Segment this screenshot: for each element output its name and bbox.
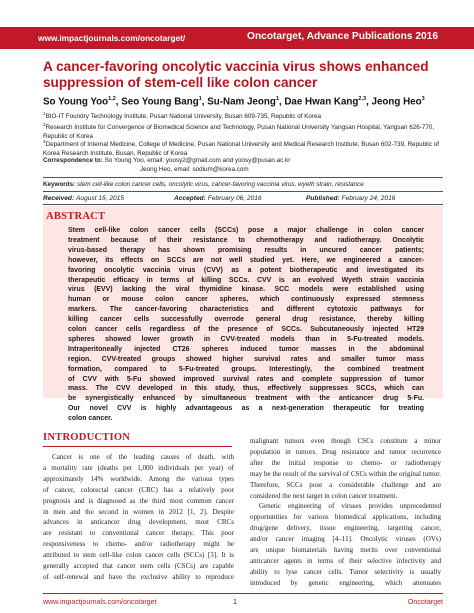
author-separator: , — [115, 96, 122, 108]
paragraph-line: Genetic engineering of viruses provides unprecedented — [259, 502, 441, 511]
abstract-line: Stem cell-like colon cancer cells (SCCs) pose a major challenge in colon cancer — [68, 227, 424, 234]
abstract-line: however, its effects on SCCs are not well studied yet. Here, we engineered a cancer- — [68, 256, 424, 264]
affiliation-number: 2 — [43, 122, 46, 127]
author-affiliation-mark: 3 — [421, 96, 425, 102]
paragraph-line: Therefore, SCCs pose a considerable challenge and are — [250, 480, 441, 489]
abstract-line: virus (EVV) lacking the viral thymidine kinase. SCC models were established using — [68, 286, 424, 294]
author-separator: , — [278, 96, 285, 108]
article-title: A cancer-favoring oncolytic vaccinia virus shows enhanced suppression of stem-cell like colon cancer — [43, 59, 429, 90]
author-affiliation-mark: 1,2 — [108, 96, 116, 102]
journal-url[interactable]: www.impactjournals.com/oncotarget/ — [38, 33, 186, 43]
paragraph-line: opportunities for various biomedical applications, including — [250, 513, 441, 522]
affiliation-number: 1 — [43, 111, 46, 116]
accepted-label: Accepted: — [174, 195, 206, 202]
affiliation-text: BIO-IT Foundry Technology Institute, Pusan National University, Busan 609-735, Republic of Korea — [45, 113, 322, 121]
author-separator: , — [201, 96, 208, 108]
affiliation-number: 3 — [43, 139, 46, 144]
published-label: Published: — [306, 195, 340, 202]
paragraph-line: advances in anticancer drug development, most CRCs — [43, 518, 234, 527]
paragraph-line: responsiveness to chemo- and/or radiotherapy might be — [43, 540, 234, 549]
accepted-value: February 06, 2016 — [207, 195, 262, 202]
paragraph-line: population in tumors. Drug resistance and tumor recurrence — [250, 447, 441, 456]
introduction-heading: INTRODUCTION — [43, 432, 131, 443]
paragraph-line: introduced by genetic engineering, which attenuates — [250, 578, 441, 587]
author-affiliation-mark: 1 — [198, 96, 202, 102]
journal-header-bar — [0, 27, 474, 49]
keywords — [43, 181, 443, 188]
abstract-line: killing cancer cells successfully overrode general drug resistance, thereby killing — [68, 316, 424, 324]
abstract-line: mass. The CVV developed in this study, thus, effectively suppresses SCCs, which can — [68, 385, 424, 393]
abstract-line: treatment because of their resistance to chemotherapy and radiotherapy. Oncolytic — [68, 236, 424, 244]
abstract-line: colon cancer. — [68, 415, 113, 423]
abstract-line: human or mouse colon cancer spheres, which continuously expressed stemness — [68, 296, 424, 304]
paragraph-line: prognosis and is diagnosed as the third most common cancer — [43, 496, 234, 505]
paragraph-line: generally accepted that cancer stem cells (CSCs) are capable — [43, 562, 234, 570]
abstract-line: therapeutic efficacy in terms of killing SCCs. CVV is an evolved Wyeth strain vaccinia — [68, 276, 424, 284]
paragraph-line: in men and the second in women in 2012 [1, 2]. Despite — [43, 507, 234, 516]
paragraph-line: ability to lyse cancer cells. Tumor selectivity is usually — [250, 567, 441, 576]
author-affiliation-mark: 1 — [275, 96, 279, 102]
correspondence-label: Correspondence to: — [43, 157, 103, 164]
received-date — [43, 195, 124, 202]
paragraph-line: are unique biomaterials having merits over conventional — [250, 546, 441, 554]
correspondence — [43, 157, 443, 174]
abstract-heading: ABSTRACT — [46, 211, 106, 222]
abstract-line: spheres showed lower growth in CVV-treated models than in 5-Fu-treated models. — [68, 335, 424, 343]
abstract-line: of CVV with 5-Fu showed improved survival rates and complete suppression of tumor — [68, 375, 424, 383]
correspondence-line[interactable]: So Young Yoo, email: yoosy2@gmail.com and yoosy@pusan.ac.kr — [104, 157, 291, 164]
divider — [43, 177, 443, 178]
author-name: Dae Hwan Kang — [284, 96, 359, 108]
paragraph-line: of self-renewal and have the exclusive ability to reproduce — [43, 572, 234, 581]
author-name: So Young Yoo — [43, 96, 109, 108]
paragraph-line: considered the next target in colon cancer treatment. — [250, 491, 398, 500]
journal-issue-label: Oncotarget, Advance Publications 2016 — [247, 31, 438, 42]
paragraph-line: drug/gene delivery, tissue engineering, targeting cancer, — [250, 524, 441, 533]
paragraph-line: anticancer agents in terms of their selective infectivity and — [250, 556, 441, 565]
author-affiliation-mark: 2,3 — [358, 96, 367, 102]
paragraph-line: Cancer is one of the leading causes of death, with — [52, 453, 234, 461]
received-value: August 15, 2015 — [76, 195, 125, 202]
paragraph-line: are resistant to conventional cancer therapy. This poor — [43, 529, 234, 538]
published-value: February 24, 2016 — [341, 195, 396, 202]
abstract-line: Intraperitoneally injected CT26 spheres induced tumor masses in the abdominal — [68, 345, 424, 353]
paragraph-line: and/or cancer imaging [4–11]. Oncolytic viruses (OVs) — [250, 535, 441, 544]
keywords-label: Keywords: — [43, 181, 76, 188]
paragraph-line: of cancer, colorectal cancer (CRC) has a relatively poor — [43, 485, 234, 494]
affiliation-text: Research Institute for Convergence of Biomedical Science and Technology, Pusan National University Yangsan Hospital, Yangsan 626-770, Republic of Korea — [43, 124, 435, 140]
keywords-text: stem cell-like colon cancer cells, oncolytic virus, cancer-favoring vaccinia virus, wyeth strain, resistance — [76, 181, 364, 188]
received-label: Received: — [43, 195, 75, 202]
abstract-line: colon cancer cells regardless of the presence of SCCs. Subcutaneously injected HT29 — [68, 326, 424, 333]
paragraph-line: malignant tumors even though CSCs constitute a minor — [250, 437, 441, 445]
correspondence-line[interactable]: Jeong Heo, email: sodium@korea.com — [140, 165, 249, 173]
section-underline — [43, 446, 232, 447]
paragraph-line: approximately 14% worldwide. Among the various types — [43, 474, 234, 483]
abstract-line: formation, compared to 5-Fu-treated groups. Interestingly, the combined treatment — [68, 365, 424, 373]
author-separator: , — [366, 96, 372, 108]
abstract-line: virus-based therapy has shown promising results in uncured cancer patients; — [68, 246, 424, 254]
abstract-line: favoring oncolytic vaccinia virus (CVV) as a potent biotherapeutic and investigated its — [68, 266, 424, 274]
affiliation — [43, 138, 443, 159]
footer-divider — [43, 593, 443, 594]
abstract-line: be synergistically enhanced by simultaneous treatment with the anticancer drug 5-Fu. — [68, 395, 424, 403]
page-number: 1 — [233, 598, 237, 606]
footer-journal: Oncotarget — [407, 598, 443, 606]
paragraph-line: may be the result of the survival of CSCs within the original tumor. — [250, 469, 441, 478]
published-date — [306, 195, 395, 202]
affiliation-text: Department of Internal Medicine, College of Medicine, Pusan National University and Medical Research Institute, Busan 602-739, Republic of Korea Research Institute, Busan, Republic of Korea — [43, 141, 439, 157]
author-name: Seo Young Bang — [121, 96, 199, 108]
abstract-line: Our novel CVV is highly advantageous as a next-generation therapeutic for treating — [68, 405, 424, 413]
abstract-line: markers. The cancer-favoring characteristics and different cytotoxic pathways for — [68, 306, 424, 314]
footer-url[interactable]: www.impactjournals.com/oncotarget — [43, 598, 157, 606]
abstract-line: region. CVV-treated groups showed higher survival rates and smaller tumor mass — [68, 355, 424, 363]
author-name: Jeong Heo — [371, 96, 422, 108]
accepted-date — [174, 195, 262, 202]
divider — [43, 204, 443, 205]
paragraph-line: attributed to stem cell-like colon cancer cells (SCCs) [3]. It is — [43, 551, 234, 560]
paragraph-line: a mortality rate (deaths per 1,000 individuals per year) of — [43, 463, 234, 472]
divider — [43, 191, 443, 192]
paragraph-line: after the initial response to chemo- or radiotherapy — [250, 458, 441, 467]
author-list — [43, 96, 443, 107]
author-name: Su-Nam Jeong — [207, 96, 276, 108]
